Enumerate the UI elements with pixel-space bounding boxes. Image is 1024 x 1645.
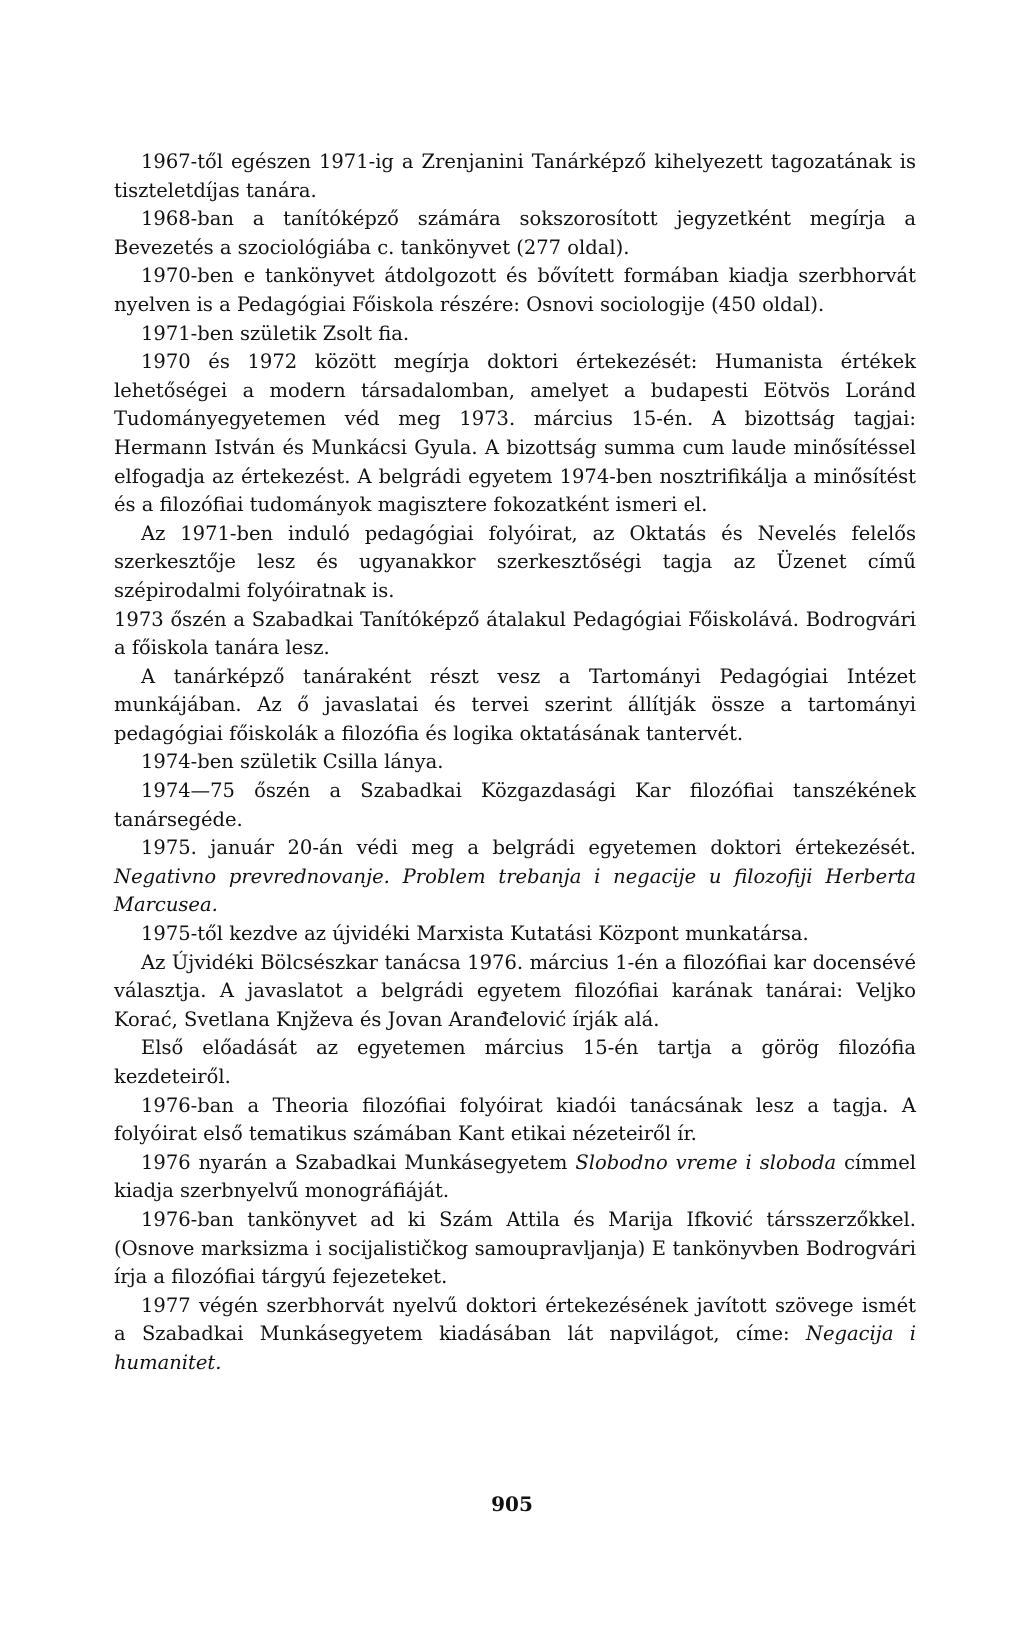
italic-title: Negativno prevrednovanje. Problem trebanja i negacije u filozofiji Herberta Marcusea. (114, 864, 916, 917)
body-text (114, 148, 916, 1378)
paragraph: 1975-től kezdve az újvidéki Marxista Kutatási Központ munkatársa. (141, 922, 809, 946)
paragraph (114, 1292, 916, 1378)
paragraph: 1971-ben születik Zsolt fia. (141, 321, 410, 345)
paragraph: 1974-ben születik Csilla lánya. (141, 750, 444, 774)
paragraph: Az 1971-ben induló pedagógiai folyóirat, az Oktatás és Nevelés felelős szerkesztője lesz és ugyanakkor szerkesztőségi tagja az Üzenet című szépirodalmi folyóiratnak is. (114, 521, 916, 602)
paragraph (114, 1149, 916, 1206)
paragraph: 1970-ben e tankönyvet átdolgozott és bővített formában kiadja szerbhorvát nyelven is a Pedagógiai Főiskola részére: Osnovi sociologije (450 oldal). (114, 264, 916, 316)
paragraph: 1973 őszén a Szabadkai Tanítóképző átalakul Pedagógiai Főiskolává. Bodrogvári a főiskola tanára lesz. (114, 607, 916, 660)
paragraph-text: 1977 végén szerbhorvát nyelvű doktori értekezésének javított szövege ismét a Szabadkai Munkásegyetem kiadásában lát napvilágot, címe: (114, 1293, 916, 1346)
paragraph (114, 834, 916, 920)
paragraph: 1976-ban tankönyvet ad ki Szám Attila és Marija Ifković társszerzőkkel. (Osnove marksizma i socijalističkog samoupravljanja) E tankönyvben Bodrogvári írja a filozófiai tárgyú fejezeteket. (114, 1207, 916, 1289)
paragraph: 1976-ban a Theoria filozófiai folyóirat kiadói tanácsának lesz a tagja. A folyóirat első tematikus számában Kant etikai nézeteiről ír. (114, 1093, 916, 1146)
page-number: 905 (491, 1492, 533, 1516)
italic-title: Negacija i humanitet. (114, 1322, 916, 1374)
paragraph: Első előadását az egyetemen március 15-én tartja a görög filozófia kezdeteiről. (114, 1036, 916, 1088)
paragraph: 1974—75 őszén a Szabadkai Közgazdasági Kar filozófiai tanszékének tanársegéde. (114, 779, 916, 831)
paragraph: Az Újvidéki Bölcsészkar tanácsa 1976. március 1-én a filozófiai kar docensévé választja. A javaslatot a belgrádi egyetem filozófiai karának tanárai: Veljko Korać, Svetlana Knjževa és Jovan Aranđelović írják alá. (114, 950, 916, 1031)
paragraph: 1968-ban a tanítóképző számára sokszorosított jegyzetként megírja a Bevezetés a szociológiába c. tankönyvet (277 oldal). (114, 207, 916, 259)
italic-title: Slobodno vreme i sloboda (575, 1150, 837, 1174)
paragraph-text: 1975. január 20-án védi meg a belgrádi egyetemen doktori értekezését. (141, 836, 916, 860)
paragraph: A tanárképző tanáraként részt vesz a Tartományi Pedagógiai Intézet munkájában. Az ő javaslatai és tervei szerint állítják össze a tartományi pedagógiai főiskolák a filozófia és logika oktatásának tantervét. (114, 664, 916, 745)
paragraph: 1970 és 1972 között megírja doktori értekezését: Humanista értékek lehetőségei a modern társadalomban, amelyet a budapesti Eötvös Loránd Tudományegyetemen véd meg 1973. március 15-én. A bizottság tagjai: Hermann István és Munkácsi Gyula. A bizottság summa cum laude minősítéssel elfogadja az értekezést. A belgrádi egyetem 1974-ben nosztrifikálja a minősítést és a filozófiai tudományok magisztere fokozatként ismeri el. (114, 350, 916, 517)
paragraph: 1967-től egészen 1971-ig a Zrenjanini Tanárképző kihelyezett tagozatának is tiszteletdíjas tanára. (114, 150, 916, 202)
paragraph-text: címmel kiadja szerbnyelvű monográfiáját. (114, 1150, 916, 1203)
paragraph-text: 1976 nyarán a Szabadkai Munkásegyetem (141, 1150, 576, 1174)
